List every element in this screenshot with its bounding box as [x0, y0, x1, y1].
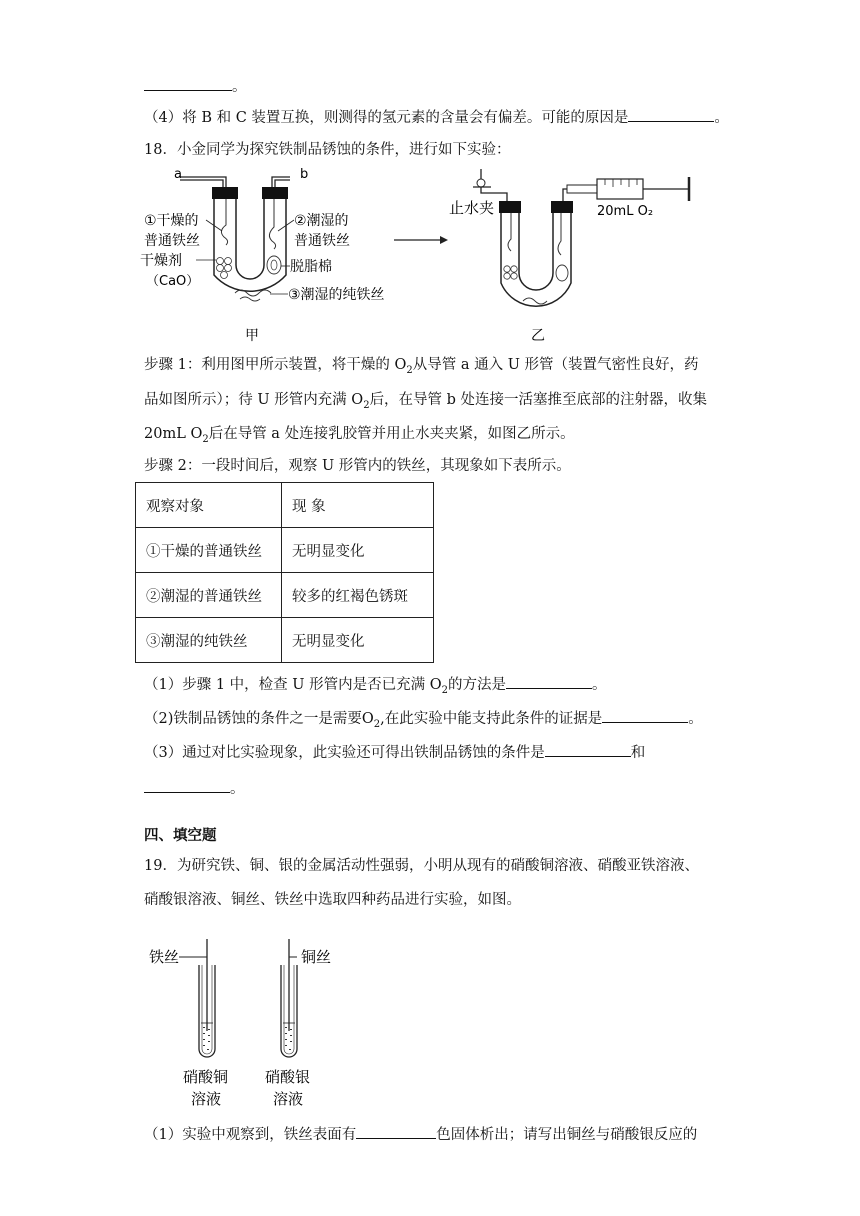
table-row	[136, 573, 434, 618]
q18-3-line2	[144, 778, 245, 799]
table-cell: 无明显变化	[282, 528, 434, 573]
answer-blank[interactable]	[506, 674, 592, 689]
text: 后在导管 a 处连接乳胶管并用止水夹夹紧，如图乙所示。	[208, 426, 575, 442]
table-cell: ③潮湿的纯铁丝	[136, 618, 282, 663]
q18-2-line	[144, 708, 703, 735]
subscript: 2	[373, 718, 381, 730]
answer-blank[interactable]	[144, 778, 230, 793]
section-title: 四、填空题	[144, 828, 217, 844]
text: （3）通过对比实验现象，此实验还可得出铁制品锈蚀的条件是	[144, 745, 545, 761]
period: 。	[714, 110, 729, 126]
answer-blank[interactable]	[545, 742, 631, 757]
table-cell: ②潮湿的普通铁丝	[136, 573, 282, 618]
table-header: 观察对象	[136, 483, 282, 528]
step1-line2	[144, 390, 707, 416]
answer-blank[interactable]	[356, 1124, 436, 1139]
caption-jia: 甲	[245, 328, 259, 344]
label-cao: （CaO）	[146, 274, 200, 289]
q17-4-line	[144, 107, 729, 128]
table-row	[136, 528, 434, 573]
text: 品如图所示）；待 U 形管内充满 O	[144, 392, 364, 408]
label-solution-2b: 溶液	[273, 1090, 304, 1108]
label-desiccant: 干燥剂	[140, 253, 182, 269]
table-cell: 无明显变化	[282, 618, 434, 663]
label-cotton: 脱脂棉	[290, 259, 332, 275]
table-cell: 较多的红褐色锈斑	[282, 573, 434, 618]
tube-a-label: a	[174, 167, 182, 182]
arrow-icon	[392, 230, 452, 250]
label-pure-iron: ③潮湿的纯铁丝	[288, 287, 385, 303]
observation-table	[135, 482, 434, 663]
text: 色固体析出；请写出铜丝与硝酸银反应的	[436, 1127, 698, 1143]
label-dry-wire-2: 普通铁丝	[144, 233, 200, 249]
figure-yi	[445, 165, 705, 345]
text: 后，在导管 b 处连接一活塞推至底部的注射器，收集	[369, 392, 708, 408]
q17-4-text: （4）将 B 和 C 装置互换，则测得的氢元素的含量会有偏差。可能的原因是	[144, 110, 629, 126]
table-row	[136, 618, 434, 663]
subscript: 2	[363, 399, 370, 411]
label-syringe: 20mL O₂	[597, 204, 654, 219]
label-wet-wire-1: ②潮湿的	[294, 213, 349, 229]
label-iron-wire: 铁丝	[149, 948, 180, 966]
text: 从导管 a 通入 U 形管（装置气密性良好，药	[412, 357, 699, 373]
text: 步骤 1：利用图甲所示装置，将干燥的 O	[144, 357, 407, 373]
label-copper-wire: 铜丝	[301, 948, 332, 966]
text: ,在此实验中能支持此条件的证据是	[380, 711, 603, 727]
label-solution-2a: 硝酸银	[265, 1068, 311, 1086]
text: 20mL O	[144, 426, 203, 442]
step1-line3	[144, 424, 575, 450]
q19-1-line	[144, 1124, 697, 1145]
table-header: 现 象	[282, 483, 434, 528]
text: （1）步骤 1 中，检查 U 形管内是否已充满 O	[144, 677, 442, 693]
caption-yi: 乙	[531, 328, 545, 344]
q18-intro: 18．小金同学为探究铁制品锈蚀的条件，进行如下实验：	[144, 142, 511, 158]
answer-blank[interactable]	[628, 107, 714, 122]
answer-blank[interactable]	[602, 708, 688, 723]
subscript: 2	[202, 433, 209, 445]
subscript: 2	[406, 364, 413, 376]
table-cell: ①干燥的普通铁丝	[136, 528, 282, 573]
answer-blank[interactable]	[144, 76, 232, 91]
q18-3-line	[144, 742, 645, 763]
text: （2)铁制品锈蚀的条件之一是需要O	[144, 711, 374, 727]
text: 和	[630, 745, 646, 761]
text: （1）实验中观察到，铁丝表面有	[144, 1127, 357, 1143]
label-wet-wire-2: 普通铁丝	[294, 233, 350, 249]
text: 的方法是	[447, 677, 506, 693]
q17-tail-line	[144, 76, 247, 97]
tube-b-label: b	[300, 167, 309, 182]
figure-q19	[145, 935, 375, 1115]
q19-line2: 硝酸银溶液、铜丝、铁丝中选取四种药品进行实验，如图。	[144, 892, 521, 908]
table-header-row	[136, 483, 434, 528]
step1-line1	[144, 355, 699, 381]
label-solution-1b: 溶液	[191, 1090, 222, 1108]
q19-line1: 19．为研究铁、铜、银的金属活动性强弱，小明从现有的硝酸铜溶液、硝酸亚铁溶液、	[144, 858, 699, 874]
q18-1-line	[144, 674, 606, 701]
figure-jia	[140, 165, 400, 345]
period: 。	[591, 677, 607, 693]
period: 。	[688, 711, 703, 727]
subscript: 2	[441, 684, 448, 696]
step2-line: 步骤 2：一段时间后，观察 U 形管内的铁丝，其现象如下表所示。	[144, 458, 571, 474]
label-clamp: 止水夹	[449, 199, 495, 217]
label-dry-wire-1: ①干燥的	[144, 213, 199, 229]
period: 。	[230, 781, 245, 797]
label-solution-1a: 硝酸铜	[183, 1068, 229, 1086]
period: 。	[232, 79, 247, 95]
